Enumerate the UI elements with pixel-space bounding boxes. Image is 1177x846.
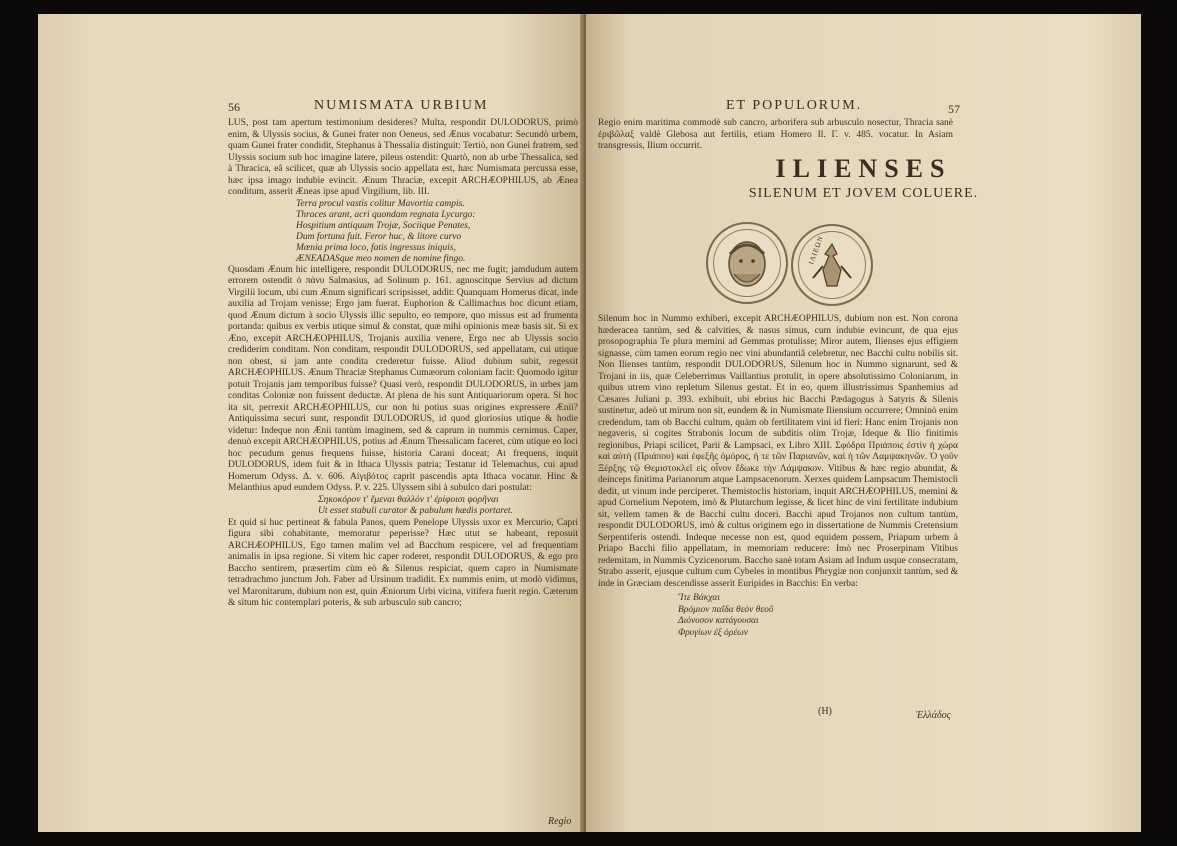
greek-verse-line: Ἴτε Βάκχαι [678, 593, 720, 603]
right-page-number: 57 [948, 102, 960, 116]
virgil-verse [296, 199, 578, 265]
left-paragraph-2: Quosdam Ænum hic intelligere, respondit DULODORUS, nec me fugit; jamdudum autem errorem ostendit ὁ πάνυ Salmasius, ad Solinum p. 161. agnoscitque Servius ad dictum Virgilii locum, ubi cum Ænum significari scripsisset, addit: Quanquam Homerus dicat, inde auxilia ad Trojam venisse; Ergo jam fuerat. Euphorion & Callimachus hoc dicunt etiam, quod Ænum dictum à socio Ulyssis illic sepulto, eo tempore, quo missus est ad frumenta portanda: quibus ex verbis utique simul & constat, quæ mihi opinionis meæ basis sit. Si ex Æno, excepit ARCHÆOPHILUS, Trojanis auxilia venere, Ergo nec ab Ulyssis socio crediderim conditam. Non conditam, respondit DULODORUS, sed appellatam, cui utique non obest, si jam ante condita crederetur fuisse. Aliud dubium subit, regessit ARCHÆOPHILUS. Ænum Thraciæ Stephanus Cumæorum coloniam facit: Quomodo igitur potuit Trojanis jam temporibus fuisse? Quasi verò, respondit DULODORUS, in urbes jam conditas Coloniæ non fuissent deductæ. At plena de his sunt Antiquariorum opera. Si hoc ita sit, perrexit ARCHÆOPHILUS, cur non hi potius suas origines expressere Ænii? Antiquissima securi sunt, respondit DULODORUS, id quod gloriosius utique & hodie videtur: Indeque non Ænii tantùm imaginem, sed & caprum in nummis cernimus. Caper, denuò excepit ARCHÆOPHILUS, potius ad Ænum Thessalicam faceret, cùm utique eo loci hoc pecudum genus frequens fuisse, historia Carani doceat; At frequens, inquit DULODORUS, idem fuit & in Ithaca Ulyssis patria; Testatur id Telemachus, cui apud Homerum Odyss. Δ. v. 606. Αἰγιβότος caprit pascendis apta Ithaca vocatur. Hinc & Melanthius apud eundem Odyss. P. v. 225. Ulyssem sibi à subulco dari postulat: [228, 264, 578, 493]
section-title: ILIENSES [775, 154, 952, 183]
right-paragraph: Silenum hoc in Nummo exhiberi, excepit ARCHÆOPHILUS, dubium non est. Non corona hæderacea tantùm, sed & calvities, & nasus simus, cum indubie evincunt, de qua ejus prosopographia Te plura memini ad Gemmas protulisse; Miror autem, Ilienses ejus effigiem signasse, cùm tamen eorum regio nec vini abundantiâ celebretur, nec Bacchi cultu nobilis sit. Non Ilienses tantùm, respondit DULODORUS, Silenum hoc in Nummo signarunt, sed & Trojani in iis, quæ Celeberrimus Vaillantius protulit, in opere absolutissimo Coloniarum, in quibus utrem vino repletum Silenus gestat. Et in eo, quem illustrissimus Spanhemius ad Cæsares Juliani p. 393. exhibuit, ubi ebrius hic Bacchi Pædagogus à Satyris & Silenis sustinetur, adeò ut mirum non sit, eundem & in Numismate Iliensium occurrere; Omninò enim credendum, tam ob Bacchi cultum, quàm ob fertilitatem vini id fieri: Hanc enim Trojanis non negaveris, si cogites Strabonis locum de subditis olim Trojæ, Ideque & Ilio finitimis regionibus, Priapi scilicet, Parii & Lampsaci, ex Libro XIII. Σφόδρα Πριάποις ἐστὶν ἡ χώρα καὶ αὐτὴ (Πριάπου) καὶ ἐφεξῆς ὁμόρος, ἡ τε τῶν Παριανῶν, καὶ ἡ τῶν Λαμψακηνῶν. Ὁ γοῦν Ξέρξης τῷ Θεμιστοκλεῖ εἰς οἶνον ἔδωκε τὴν Λάμψακον. Vitibus & hæc regio abundat, & deinceps finitima Parianorum atque Lampsacenorum. Xerxes quidem Lampsacum Themistocli dedit, ut vinum inde perciperet. Themistoclis historiam, inquit ARCHÆOPHILUS, memini & apud Cornelium Nepotem, imò & Plutarchum legisse, & licet hinc de vini fertilitate indubium sit, vellem tamen & de Bacchi cultu doceri. Bacchi apud Trojanos non cultum tantùm, respondit DULODORUS, imò & cultus originem ego in dissertatione de Nummis Cretensium Serpentiferis ostendi. Indeque necesse non est, quod equidem possem, Priapum urbem à Priapo Bacchi filio appellatam, in memoriam reducere: Imò nec Proserpinam Vitibus redemitam, in Nummis Cyzicenorum. Baccho sanè totam Asiam ad Indum usque consecratam, Strabo asserit, ejusque cultum cum Cybeles in montibus Phrygiæ non conjunxit tantùm, sed & inde in Græciam descendisse asserit Euripides in Bacchis: En verba: [598, 314, 958, 589]
latin-translation: Ut esset stabuli curator & pabulum hædis portaret. [318, 506, 513, 516]
right-catchword: Ἑλλάδος [916, 710, 951, 721]
verse-line: Mœnia prima loco, fatis ingressus iniquis, [296, 242, 456, 253]
signature-mark: (H) [818, 706, 832, 717]
verse-line: Terra procul vastis colitur Mavortia campis. [296, 198, 465, 209]
right-running-head-text: ET POPULORUM. [726, 98, 863, 113]
verse-line: Hospitium antiquum Trojæ, Sociique Penates, [296, 220, 471, 231]
greek-verse-line: Βρόμιον παῖδα θεὸν θεοῦ [678, 604, 774, 615]
left-page-number: 56 [228, 100, 240, 114]
verse-line: ÆNEADASque meo nomen de nomine fingo. [296, 253, 466, 264]
left-page [38, 14, 586, 832]
section-subtitle: SILENUM ET JOVEM COLUERE. [748, 186, 979, 201]
left-running-head-text: NUMISMATA URBIUM [314, 98, 489, 113]
coin-obverse-silenus [706, 222, 788, 304]
right-page [586, 14, 1141, 832]
coin-reverse-eagle [791, 224, 873, 306]
euripides-verse [678, 593, 958, 639]
coin-legend: ΙΛΙΕΩΝ [807, 234, 826, 266]
silenus-head-icon [708, 224, 786, 302]
greek-quote: Σηκοκόρον τ' ἔμεναι θαλλόν τ' ἐρίφοισι φορῆναι [318, 494, 499, 505]
eagle-icon [793, 226, 871, 304]
verse-line: Dum fortuna fuit. Feror huc, & litore curvo [296, 231, 462, 242]
left-paragraph-3: Et quid si huc pertineat & fabula Panos, quem Penelope Ulyssis uxor ex Mercurio, Capri figura sibi cohabitante, memoratur peperisse? Hæc utut se habeant, reposuit ARCHÆOPHILUS, Ego tamen malim vel ad Bacchum respicere, vel ad frequentiam animalis in ipsa regione. Si vitem hic caper roderet, respondit DULODORUS, & ego pro Baccho sentirem, præsertim cùm eò & Silenus respiciat, quem capro in Numismate tetradrachmo junctum Joh. Faber ad Ursinum tradidit. Ex nummis enim, ut modò vidimus, vel Maronitarum, dubium non est, quin Æniorum Urbi vicina, vitifera fuerit regio. Cæterum & situm hic contemplari poteris, & sub arbusculo sub cancro; [228, 517, 578, 608]
right-intro: Regio enim maritima commodè sub cancro, arborifera sub arbusculo nosectur, Thracia sanè ἐριβῶλαξ valdè Glebosa aut fertilis, etiam Homero Il. Γ. v. 485. vocatur. In Asiam transgressis, Ilium occurrit. [598, 118, 953, 151]
left-body [228, 118, 578, 610]
verse-line: Thraces arant, acri quondam regnata Lycurgo: [296, 209, 476, 220]
greek-verse-line: Διόνυσον κατάγουσαι [678, 616, 759, 626]
right-body [598, 314, 958, 639]
greek-verse-line: Φρυγίων ἐξ ὀρέων [678, 627, 748, 638]
left-catchword: Regio [548, 816, 572, 827]
left-paragraph-1: LUS, post tam apertum testimonium desideres? Multa, respondit DULODORUS, primò enim, & Ulyssis socius, & Gunei frater non Oeneus, sed Ænus vocabatur: Secundò urbem, quam Gunei frater condidit, Stephanus à Thessalia distinguit: Tertiò, non Gunei fratrem, sed Ulyssis socium sub hoc imagine latere, pileus ostendit: Quartò, non ab urbe Thessalica, sed à Thracica, eâ scilicet, quæ ab Ulyssis socio appellata est, hæc Numismata percussa esse, hæc ipsa imago indubie evincit. Ænum Thraciæ, excepit ARCHÆOPHILUS, ab Ænea conditum, asserit Æneas ipse apud Virgilium, lib. III. [228, 118, 578, 197]
